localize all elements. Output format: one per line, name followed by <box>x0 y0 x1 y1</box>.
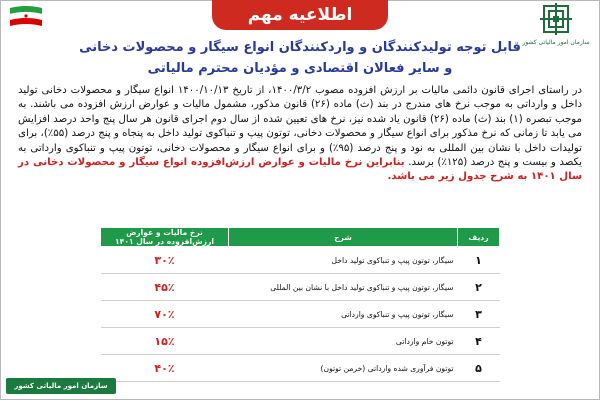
row-rate: ۴۵٪ <box>101 274 229 301</box>
header-rate: نرخ مالیات و عوارض ارزش‌افزوده در سال ۱۴۰۱ <box>101 228 229 247</box>
row-rate: ۷۰٪ <box>101 301 229 328</box>
notice-body <box>18 84 582 185</box>
row-number: ۴ <box>458 328 500 355</box>
header-description: شرح <box>229 228 458 247</box>
logo-caption: سازمان امور مالیاتی کشور <box>522 39 590 46</box>
table-row <box>101 355 500 382</box>
table-row <box>101 301 500 328</box>
notice-banner: اطلاعیه مهم <box>212 0 388 30</box>
table-row <box>101 247 500 274</box>
row-rate: ۳۰٪ <box>101 247 229 274</box>
row-description: سیگار، توتون پیپ و تنباکوی تولید داخل <box>229 247 458 274</box>
iran-flag-icon <box>8 4 44 32</box>
row-number: ۳ <box>458 301 500 328</box>
row-rate: ۴۰٪ <box>101 355 229 382</box>
body-highlight: بنابراین نرخ مالیات و عوارض ارزش‌افزوده انواع سیگار و محصولات دخانی در سال ۱۴۰۱ به شرح جدول زیر می باشد. <box>18 157 582 183</box>
row-description: توتون فرآوری شده وارداتی (خرمن توتون) <box>229 355 458 382</box>
row-number: ۵ <box>458 355 500 382</box>
row-description: توتون خام وارداتی <box>229 328 458 355</box>
body-paragraph: در راستای اجرای قانون دائمی مالیات بر ارزش افزوده مصوب ۱۴۰۰/۳/۲، از تاریخ ۱۴۰۰/۱۰/۱۳ انواع سیگار و محصولات دخانی تولید داخل و وارداتی به موجب نرخ های مندرج در بند (ث) ماده (۲۶) قانون مذکور، مشمول مالیات و عوارض ارزش افزوده می باشند. به موجب تبصره (۱) بند (ث) ماده (۲۶) قانون یاد شده نیز، نرخ های تعیین شده از سال دوم اجرای قانون هر سال پنج واحد درصد افزایش می یابد تا زمانی که نرخ مذکور برای انواع سیگار و محصولات دخانی، توتون پیپ و تنباکوی تولید داخل به پنجاه و پنج درصد (۵۵٪)، برای تولیدات داخل با نشان بین المللی به نود و پنج درصد (۹۵٪) و برای انواع سیگار و محصولات دخانی، توتون پیپ و تنباکوی وارداتی به یکصد و بیست و پنج درصد (۱۲۵٪) برسد. <box>18 85 583 169</box>
row-number: ۲ <box>458 274 500 301</box>
footer-organization-label: سازمان امور مالیاتی کشور <box>6 378 116 394</box>
table-row <box>101 328 500 355</box>
header-row-number: ردیف <box>458 228 500 247</box>
row-rate: ۱۵٪ <box>101 328 229 355</box>
row-number: ۱ <box>458 247 500 274</box>
table-header-row <box>101 228 500 247</box>
tax-rate-table <box>100 227 500 382</box>
heading-line-1: قابل توجه تولیدکنندگان و واردکنندگان انواع سیگار و محصولات دخانی <box>79 40 521 55</box>
row-description: سیگار، توتون پیپ و تنباکوی تولید داخل با نشان بین المللی <box>229 274 458 301</box>
heading-line-2: و سایر فعالان اقتصادی و مؤدیان محترم مالیاتی <box>147 61 453 76</box>
row-description: سیگار، توتون پیپ و تنباکوی وارداتی <box>229 301 458 328</box>
tax-emblem-icon <box>536 2 576 38</box>
table-row <box>101 274 500 301</box>
